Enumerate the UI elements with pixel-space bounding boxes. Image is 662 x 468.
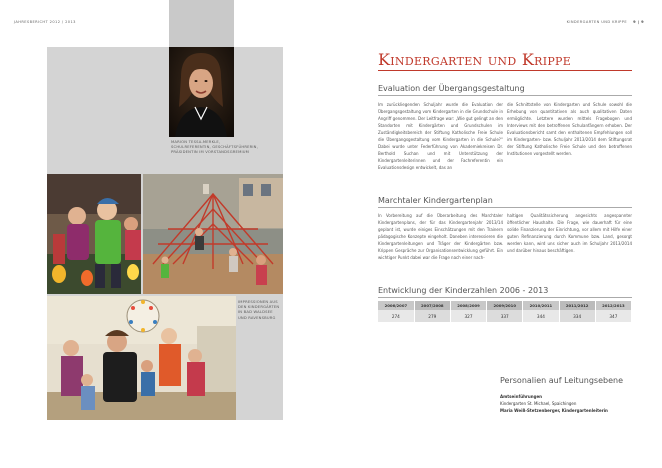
title-underline: [378, 70, 632, 71]
running-title-right: [567, 20, 644, 24]
marchtal-text-col2: haltigen Qualitätssicherung angesichts angespannter öffentlicher Haushalte. Die Frage, wie dauerhaft für eine solide Finanzierung der Einrichtung, vor allem mit Hilfe einer guten Refinanzierung durch Kommune bzw. Land, gesorgt werden kann, wird uns sicher auch im Schuljahr 2013/2014 und darüber hinaus beschäftigen.: [507, 213, 632, 253]
morning-circle-photo: [47, 296, 236, 420]
kinderzahlen-table: [378, 301, 632, 322]
table-header-cell: 2007/2008: [414, 301, 450, 310]
table-row: [378, 310, 632, 322]
table-cell: 334: [559, 310, 595, 322]
table-header-row: [378, 301, 632, 310]
section-heading-personalien: Personalien auf Leitungsebene: [500, 376, 623, 385]
portrait-caption: MARION TESSA-MERKLE, SCHULREFERENTIN, GESCHÄFTSFÜHRERIN, PRÄSIDENTIN IM VORSTANDSGREMIUM: [171, 140, 258, 155]
grey-accent-block: [169, 0, 234, 47]
page-number: 9 | 9: [633, 20, 644, 24]
table-cell: 279: [414, 310, 450, 322]
playground-photo: [143, 174, 283, 294]
section-rule: [378, 95, 632, 96]
personalien-institution: Kindergarten St. Michael, Spaichingen: [500, 400, 577, 406]
photos-caption: IMPRESSIONEN AUS DEN KINDERGÄRTEN IN BAD WALDSEE UND RAVENSBURG: [238, 300, 280, 320]
evaluation-text-col1: Im zurückliegenden Schuljahr wurde die Evaluation der Übergangsgestaltung vom Kindergarten in die Grundschule in Angriff genommen. Der Leitfrage war: „Wie gut gelingt an den Standorten mit Kindergärten und Grundschulen im Zuständigkeitsbereich der Stiftung Katholische Freie Schule die Übergangsgestaltung vom Kindergarten in die Schule?“ Dabei wurde unter Federführung von Akademiekreisen Dr. Berthold Suchan und mit Unterstützung der Kindergartenleiterinnen und der Fachreferentin ein Evaluationsdesign entwickelt, das an: [378, 102, 503, 170]
table-header-cell: 2011/2012: [559, 301, 595, 310]
section-heading-marchtal: Marchtaler Kindergartenplan: [378, 196, 493, 205]
running-title-right-text: KINDERGARTEN UND KRIPPE: [566, 20, 627, 24]
table-cell: 274: [378, 310, 414, 322]
evaluation-text-col2: die Schnittstelle von Kindergarten und Schule sowohl die Erhebung von quantitativen als auch qualitativen Daten ermöglichte. Letztere wurden mittels Fragebogen und Interviews mit den betroffenen Schulanfängern erhoben. Der Evaluationsbericht samt den enthaltenen Empfehlungen soll im Kindergarten- bzw. Schuljahr 2013/2014 dem Stiftungsrat der Stiftung Katholische Freie Schule und den betroffenen Institutionen vorgestellt werden.: [507, 102, 632, 156]
children-lanterns-photo: [47, 174, 141, 294]
section-rule: [378, 297, 632, 298]
table-header-cell: 2010/2011: [523, 301, 559, 310]
personalien-block: [500, 394, 640, 414]
table-cell: 344: [523, 310, 559, 322]
table-cell: 327: [450, 310, 486, 322]
section-heading-evaluation: Evaluation der Übergangsgestaltung: [378, 84, 525, 93]
table-cell: 337: [487, 310, 523, 322]
personalien-person: Maria Weiß-Stetzenberger, Kindergartenleiterin: [500, 407, 608, 413]
table-cell: 347: [595, 310, 631, 322]
table-header-cell: 2012/2013: [595, 301, 631, 310]
section-rule: [378, 207, 632, 208]
section-heading-kinderzahlen: Entwicklung der Kinderzahlen 2006 - 2013: [378, 286, 549, 295]
article-title: Kindergarten und Krippe: [378, 50, 572, 69]
table-header-cell: 2009/2010: [487, 301, 523, 310]
personalien-label: Amtseinführungen: [500, 394, 543, 399]
table-header-cell: 2006/2007: [378, 301, 414, 310]
running-title-left: JAHRESBERICHT 2012 / 2013: [14, 20, 76, 24]
table-header-cell: 2008/2009: [450, 301, 486, 310]
portrait-photo: [169, 47, 234, 137]
marchtal-text-col1: In Vorbereitung auf die Überarbeitung des Marchtaler Kindergartenplans, der für das Kindergartenjahr 2013/14 geplant ist, wurde einiges Einschätzungen mit den Trainern pädagogische Konzepte eingeholt. Daneben interessieren die Kindergartenleitungen und Träger der Kindergärten bzw. Krippen Gespräche zur Organisationsentwicklung geführt. Ein wichtiger Punkt dabei war die Frage nach einer nach-: [378, 213, 503, 260]
